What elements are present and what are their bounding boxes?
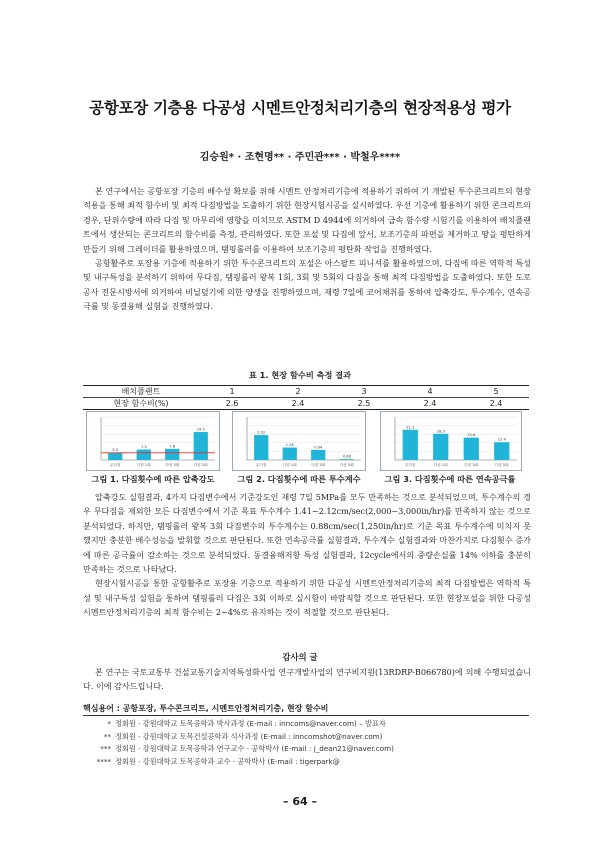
data-label: 12.4 (497, 437, 506, 442)
intro-section (83, 184, 531, 314)
table-cell: 2 (265, 386, 331, 398)
footnote-text: 정회원 · 강원대학교 토목건설공학과 석사과정 (E-mail : inncomshot@naver.com) (115, 731, 383, 741)
page-number: – 64 – (283, 795, 317, 808)
footnote-mark: * (107, 719, 111, 728)
data-label: 5.2 (112, 448, 119, 453)
category-label: 다짐 3회 (464, 463, 479, 467)
table-cell: 2.6 (199, 398, 265, 410)
results-paragraph-2: 현장시험시공을 통한 공항활주로 포장용 기층으로 적용하기 위한 다공성 시멘트안정처리기층의 최적 다짐방법은 역학적 특성 및 내구특성 실험을 통하여 탬핑롤러 다짐은 3회 이하로 실시함이 바람직할 것으로 판단된다. 또한 현장포설을 위한 다공성 시멘트안정처리기층의 최적 함수비는 2~4%로 유지하는 것이 적절할 것으로 판단된다. (83, 578, 531, 618)
data-label: 1.16 (285, 443, 294, 448)
footnote (83, 756, 394, 769)
bar (494, 442, 509, 460)
category-label: 다짐 5회 (193, 463, 208, 467)
bar (433, 434, 448, 460)
footnotes (83, 718, 394, 768)
table-row (83, 386, 529, 398)
figure-2-chart (232, 411, 366, 471)
category-label: 다짐 1회 (282, 463, 297, 467)
footnote-text: 정회원 · 강원대학교 토목공학과 교수 · 공학박사 (E-mail : tigerpark@ (115, 756, 340, 766)
data-label: 18.3 (436, 429, 445, 434)
table-cell: 4 (397, 386, 463, 398)
acknowledgement-section (83, 665, 531, 694)
data-label: 19.5 (196, 427, 205, 432)
table-cell: 3 (331, 386, 397, 398)
data-label: 15.6 (467, 433, 476, 438)
footnote-text: 정회원 · 강원대학교 토목공학과 박사과정 (E-mail : inncoms@naver.com) – 발표자 (115, 719, 386, 728)
table-row (83, 398, 529, 410)
data-label: 7.3 (140, 445, 147, 450)
figure-1-chart (86, 411, 220, 471)
bar (137, 450, 151, 460)
data-label: 7.8 (169, 444, 176, 449)
bar (464, 438, 479, 460)
bar (254, 435, 268, 460)
footnote-divider (83, 715, 529, 716)
table-cell: 2.4 (463, 398, 529, 410)
category-label: 다짐 3회 (311, 463, 326, 467)
footnote (83, 731, 394, 744)
table-caption: 표 1. 현장 함수비 측정 결과 (248, 370, 352, 380)
footnote (83, 743, 394, 756)
bar (283, 448, 297, 460)
intro-paragraph-2: 공항활주로 포장용 기층에 적용하기 위한 투수콘크리트의 포설은 아스팔트 피니셔를 활용하였으며, 다짐에 따른 역학적 특성 및 내구특성을 분석하기 위하여 무다짐, 탬핑롤러 왕복 1회, 3회 및 5회의 다짐을 통해 최적 다짐방법을 도출하였다. 또한 도로공사 전문시방서에 의거하여 비닐덮기에 의한 양생을 진행하였으며, 재령 7일에 코어채취를 통하여 압축강도, 투수계수, 연속공극률 및 동결융해 실험을 진행하였다. (83, 258, 531, 312)
table-cell: 5 (463, 386, 529, 398)
keywords: 핵심용어 : 공항포장, 투수콘크리트, 시멘트안정처리기층, 현장 함수비 (83, 704, 329, 713)
paper-title: 공항포장 기층용 다공성 시멘트안정처리기층의 현장적용성 평가 (89, 99, 511, 117)
footnote-mark: ** (103, 731, 111, 741)
bar (194, 432, 208, 460)
category-label: 다짐 1회 (136, 463, 151, 467)
category-label: 무다짐 (405, 463, 416, 467)
footnote (83, 718, 394, 731)
figure-1-caption: 그림 1. 다짐횟수에 따른 압축강도 (91, 474, 215, 484)
figure-3-chart (380, 411, 522, 471)
table-cell: 2.5 (331, 398, 397, 410)
table-cell: 1 (199, 386, 265, 398)
results-section (83, 490, 531, 620)
data-label: 2.32 (257, 430, 266, 435)
footnote-mark: *** (100, 744, 111, 753)
acknowledgement-text: 본 연구는 국토교통부 건설교통기술지역특성화사업 연구개발사업의 연구비지원(13RDRP-B066780)에 의해 수행되었습니다. 이에 감사드립니다. (83, 667, 531, 692)
category-label: 다짐 5회 (494, 463, 509, 467)
acknowledgement-title: 감사의 글 (282, 652, 318, 662)
figure-3-caption: 그림 3. 다짐횟수에 따른 연속공극률 (384, 474, 516, 484)
table-row-label: 현장 함수비(%) (83, 398, 199, 410)
data-label: 0.94 (314, 445, 323, 450)
category-label: 무다짐 (110, 463, 121, 467)
footnote-text: 정회원 · 강원대학교 토목공학과 연구교수 · 공학박사 (E-mail : j_dean21@naver.com) (115, 744, 394, 753)
data-label: 0.08 (342, 454, 351, 459)
author-list: 김승원* · 조현명** · 주민관*** · 박철우**** (199, 152, 401, 163)
table-cell: 2.4 (397, 398, 463, 410)
category-label: 다짐 3회 (165, 463, 180, 467)
results-paragraph-1: 압축강도 실험결과, 4가지 다짐변수에서 기준강도인 재령 7일 5MPa를 모두 만족하는 것으로 분석되었으며, 투수계수의 경우 무다짐을 제외한 모든 다짐변수에서 기준 목표 투수계수 1.41~2.12cm/sec(2,000~3,000in/hr)를 만족하지 않는 것으로 분석되었다. 하지만, 탬핑롤러 왕복 3회 다짐변수의 투수계수는 0.88cm/sec(1,250in/hr)로 기준 목표 투수계수에 미치지 못했지만 충분한 배수성능을 발휘할 것으로 판단된다. 또한 연속공극률 실험결과, 투수계수 실험결과와 마찬가지로 다짐횟수 증가에 따른 공극률이 감소하는 것으로 분석되었다. 동결융해저항 특성 실험결과, 12cycle에서의 중량손실률 14% 이하를 충분히 만족하는 것으로 나타났다. (83, 492, 531, 575)
bar (165, 449, 179, 460)
moisture-table (83, 385, 529, 410)
footnote-mark: **** (96, 756, 111, 766)
category-label: 다짐 1회 (433, 463, 448, 467)
table-row-label: 배치플랜트 (83, 386, 199, 398)
data-label: 21.1 (406, 425, 415, 430)
table-cell: 2.4 (265, 398, 331, 410)
figure-2-caption: 그림 2. 다짐횟수에 따른 투수계수 (237, 474, 361, 484)
bar (108, 453, 122, 460)
intro-paragraph-1: 본 연구에서는 공항포장 기층의 배수성 확보를 위해 시멘트 안정처리기층에 적용하기 위하여 기 개발된 투수콘크리트의 현장 적용을 통해 최적 함수비 및 최적 다짐방법을 도출하기 위한 현장시험시공을 실시하였다. 우선 기층에 활용하기 위한 콘크리트의 경우, 단위수량에 따라 다짐 및 마무리에 영향을 미치므로 ASTM D 4944에 의거하여 급속 함수량 시험기를 이용하여 배치플랜트에서 생산되는 콘크리트의 함수비를 측정, 관리하였다. 또한 포설 및 다짐에 앞서, 보조기층의 파편을 제거하고 땅을 평탄하게 만들기 위해 그레이더를 활용하였으며, 탬핑롤러를 이용하여 보조기층의 평탄화 작업을 진행하였다. (83, 186, 531, 254)
category-label: 무다짐 (256, 463, 267, 467)
bar (311, 450, 325, 460)
category-label: 다짐 5회 (339, 463, 354, 467)
bar (340, 459, 354, 460)
bar (403, 430, 418, 460)
